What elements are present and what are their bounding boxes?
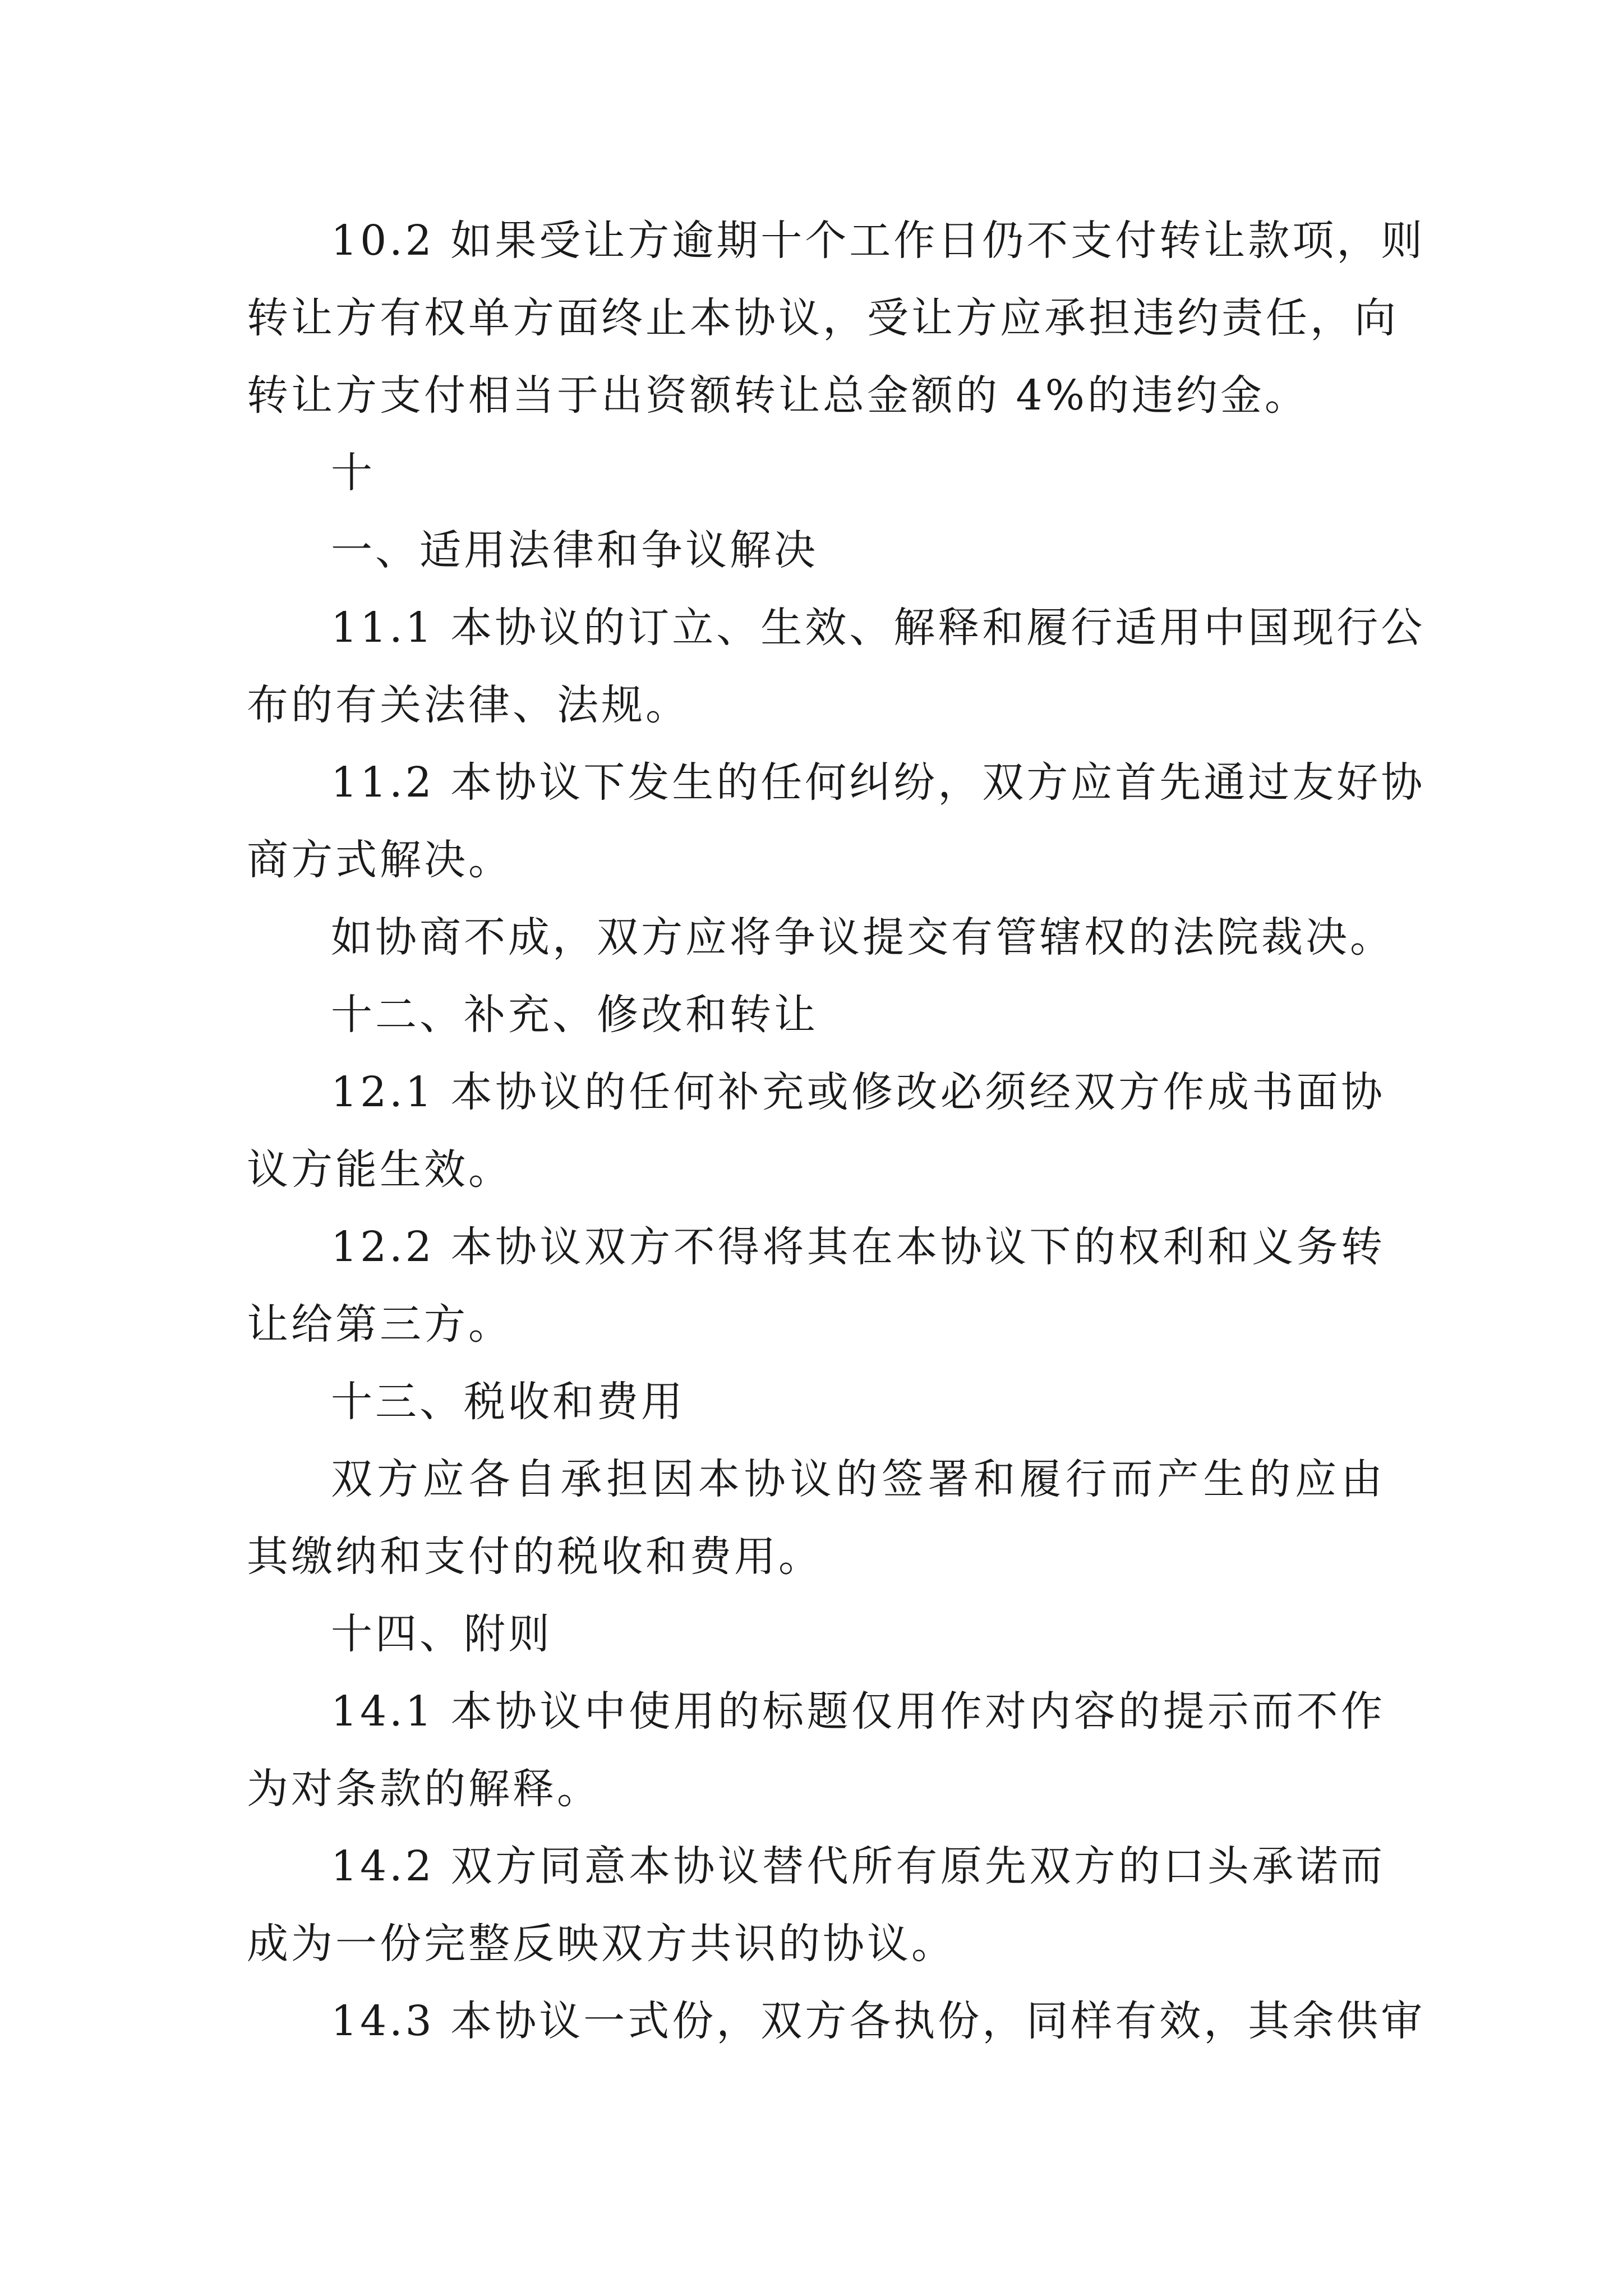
section-12-heading: 十二、补充、修改和转让 (331, 991, 818, 1039)
clause-10-2-line-3: 转让方支付相当于出资额转让总金额的 4%的违约金。 (247, 371, 1309, 420)
clause-14-1-line-2: 为对条款的解释。 (247, 1765, 601, 1813)
clause-14-3-line-1: 14.3 本协议一式份，双方各执份，同样有效，其余供审 (331, 1997, 1426, 2045)
clause-11-1-line-1: 11.1 本协议的订立、生效、解释和履行适用中国现行公 (331, 604, 1426, 652)
clause-12-2-line-2: 让给第三方。 (247, 1300, 513, 1349)
clause-10-2-line-1: 10.2 如果受让方逾期十个工作日仍不支付转让款项，则 (331, 217, 1426, 265)
clause-14-2-line-2: 成为一份完整反映双方共识的协议。 (247, 1920, 956, 1968)
section-13-text-line-2: 其缴纳和支付的税收和费用。 (247, 1533, 823, 1581)
clause-11-2-line-1: 11.2 本协议下发生的任何纠纷，双方应首先通过友好协 (331, 758, 1426, 807)
clause-12-1-line-1: 12.1 本协议的任何补充或修改必须经双方作成书面协 (331, 1068, 1385, 1116)
clause-14-2-line-1: 14.2 双方同意本协议替代所有原先双方的口头承诺而 (331, 1842, 1385, 1890)
section-14-heading: 十四、附则 (331, 1610, 552, 1658)
clause-11-2-line-3: 如协商不成，双方应将争议提交有管辖权的法院裁决。 (331, 913, 1394, 961)
section-11-heading-part-1: 十 (331, 449, 375, 497)
clause-10-2-line-2: 转让方有权单方面终止本协议，受让方应承担违约责任，向 (247, 294, 1399, 342)
clause-14-1-line-1: 14.1 本协议中使用的标题仅用作对内容的提示而不作 (331, 1687, 1385, 1736)
section-13-text-line-1: 双方应各自承担因本协议的签署和履行而产生的应由 (331, 1455, 1385, 1503)
section-13-heading: 十三、税收和费用 (331, 1378, 685, 1426)
clause-11-1-line-2: 布的有关法律、法规。 (247, 681, 690, 729)
clause-11-2-line-2: 商方式解决。 (247, 836, 513, 884)
clause-12-1-line-2: 议方能生效。 (247, 1145, 513, 1194)
document-body (247, 202, 1426, 2060)
clause-12-2-line-1: 12.2 本协议双方不得将其在本协议下的权利和义务转 (331, 1223, 1385, 1271)
section-11-heading-part-2: 一、适用法律和争议解决 (331, 526, 818, 574)
